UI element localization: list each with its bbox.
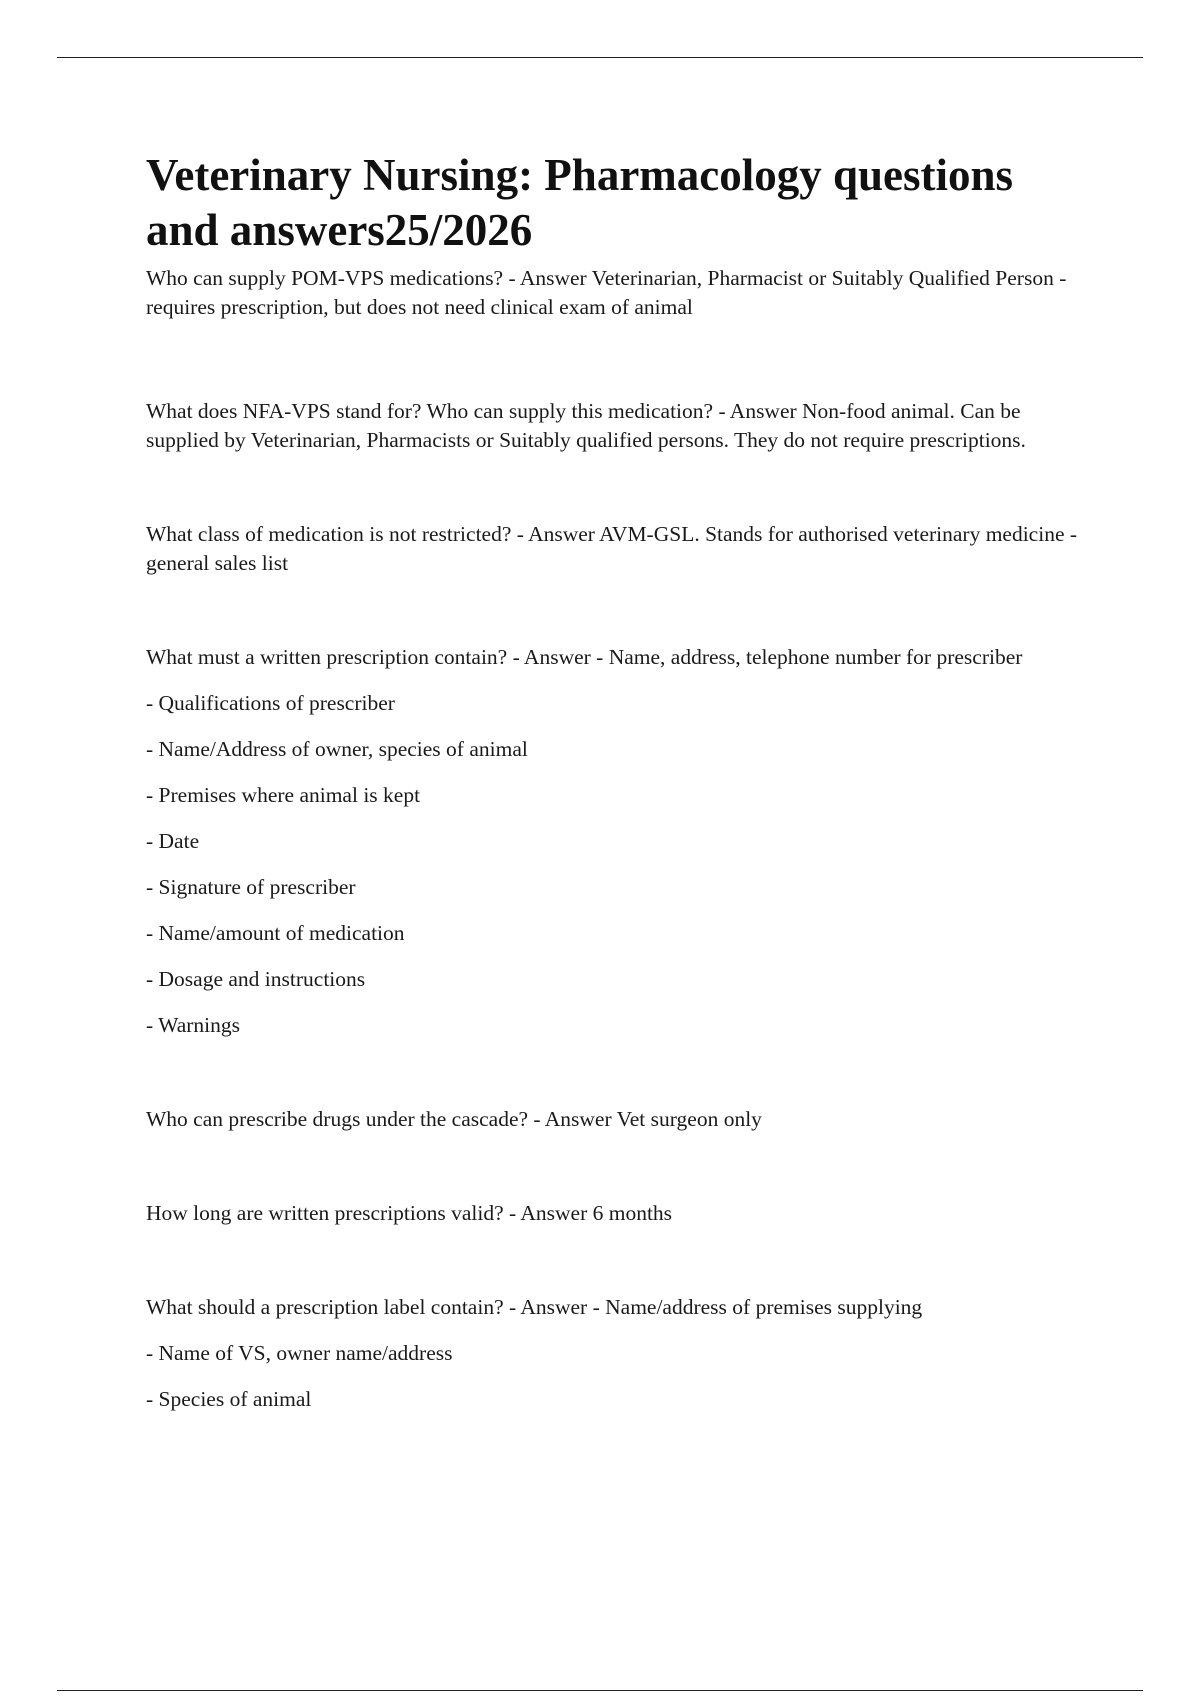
- qa-bullet: - Date: [146, 829, 200, 853]
- qa-item: [146, 1199, 1096, 1228]
- qa-item: [146, 1293, 1096, 1414]
- qa-bullet: - Name/Address of owner, species of animal: [146, 737, 528, 761]
- qa-item: [146, 1105, 1096, 1134]
- qa-bullet: - Warnings: [146, 1013, 241, 1037]
- qa-bullet: - Species of animal: [146, 1387, 312, 1411]
- qa-bullet: - Name of VS, owner name/address: [146, 1341, 453, 1365]
- qa-bullet: - Signature of prescriber: [146, 875, 356, 899]
- qa-text: What does NFA-VPS stand for? Who can supply this medication? - Answer Non-food animal. Can be supplied by Veterinarian, Pharmacists or Suitably qualified persons. They do not require prescriptions.: [146, 399, 1026, 452]
- document-content: [146, 148, 1096, 1479]
- qa-item: [146, 264, 1096, 322]
- qa-text: What class of medication is not restricted? - Answer AVM-GSL. Stands for authorised veterinary medicine - general sales list: [146, 522, 1078, 575]
- qa-bullet: - Dosage and instructions: [146, 967, 366, 991]
- qa-text: Who can prescribe drugs under the cascade? - Answer Vet surgeon only: [146, 1107, 762, 1131]
- qa-bullet: - Name/amount of medication: [146, 921, 405, 945]
- qa-bullet: - Premises where animal is kept: [146, 783, 421, 807]
- qa-text: How long are written prescriptions valid? - Answer 6 months: [146, 1201, 673, 1225]
- qa-text: Who can supply POM-VPS medications? - Answer Veterinarian, Pharmacist or Suitably Qualified Person - requires prescription, but does not need clinical exam of animal: [146, 266, 1067, 319]
- bottom-rule: [57, 1690, 1143, 1691]
- qa-item: [146, 397, 1096, 455]
- qa-text: What should a prescription label contain? - Answer - Name/address of premises supplying: [146, 1295, 923, 1319]
- qa-item: [146, 520, 1096, 578]
- top-rule: [57, 57, 1143, 58]
- qa-item: [146, 643, 1096, 1040]
- qa-bullet: - Qualifications of prescriber: [146, 691, 395, 715]
- document-title: Veterinary Nursing: Pharmacology questions and answers25/2026: [146, 150, 1014, 255]
- qa-text: What must a written prescription contain? - Answer - Name, address, telephone number for prescriber: [146, 645, 1023, 669]
